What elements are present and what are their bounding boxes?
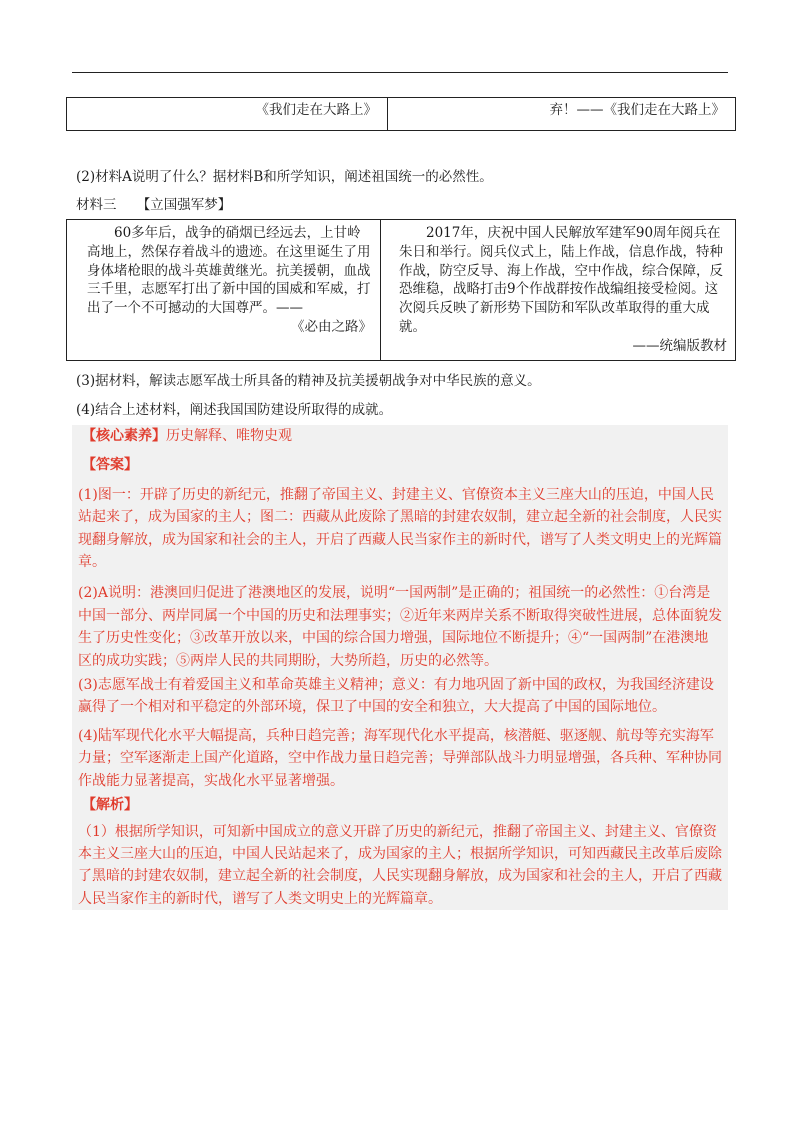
core-literacy (78, 425, 722, 447)
header-rule (72, 72, 728, 73)
analysis-tag: 【解析】 (82, 797, 138, 814)
answer-1: (1)图一：开辟了历史的新纪元，推翻了帝国主义、封建主义、官僚资本主义三座大山的压迫，中国人民站起来了，成为国家的主人；图二：西藏从此废除了黑暗的封建农奴制，建立起全新的社会制度，人民实现翻身解放，成为国家和社会的主人，开启了西藏人民当家作主的新时代，谱写了人类文明史上的光辉篇章。 (78, 486, 722, 571)
question-3: (3)据材料，解读志愿军战士所具备的精神及抗美援朝战争对中华民族的意义。 (76, 373, 541, 389)
answer-4: (4)陆军现代化水平大幅提高，兵种日趋完善；海军现代化水平提高，核潜艇、驱逐舰、航母等充实海军力量；空军逐渐走上国产化道路，空中作战力量日趋完善；导弹部队战斗力明显增强，各兵种、军种协同作战能力显著提高，实战化水平显著增强。 (78, 727, 722, 789)
material-3-left-cell (67, 220, 381, 361)
core-literacy-tag: 【核心素养】 (82, 428, 166, 444)
material-table-top (66, 97, 736, 131)
answer-3: (3)志愿军战士有着爱国主义和革命英雄主义精神；意义：有力地巩固了新中国的政权，为我国经济建设赢得了一个相对和平稳定的外部环境，保卫了中国的安全和独立，大大提高了中国的国际地位。 (78, 677, 714, 716)
analysis-1: （1）根据所学知识，可知新中国成立的意义开辟了历史的新纪元，推翻了帝国主义、封建主义、官僚资本主义三座大山的压迫，中国人民站起来了，成为国家的主人；根据所学知识，可知西藏民主改革后废除了黑暗的封建农奴制，建立起全新的社会制度，人民实现翻身解放，成为国家和社会的主人，开启了西藏人民当家作主的新时代，谱写了人类文明史上的光辉篇章。 (78, 823, 722, 907)
answer-tag: 【答案】 (82, 457, 138, 474)
material-3-label: 材料三 (76, 197, 117, 213)
table-top-right: 弃！——《我们走在大路上》 (388, 98, 736, 131)
answer-section (72, 425, 728, 910)
material-3-right-text: 2017年，庆祝中国人民解放军建军90周年阅兵在朱日和举行。阅兵仪式上，陆上作战，信息作战，特种作战，防空反导、海上作战，空中作战，综合保障，反恐维稳，战略打击9个作战群按作战编组接受检阅。这次阅兵反映了新形势下国防和军队改革取得的重大成就。 (399, 225, 723, 335)
material-3-table (66, 219, 736, 361)
core-literacy-text: 历史解释、唯物史观 (166, 428, 292, 444)
answer-2: (2)A说明：港澳回归促进了港澳地区的发展，说明“一国两制”是正确的；祖国统一的必然性：①台湾是中国一部分、两岸同属一个中国的历史和法理事实；②近年来两岸关系不断取得突破性进展，总体面貌发生了历史性变化；③改革开放以来，中国的综合国力增强，国际地位不断提升；④“一国两制”在港澳地区的成功实践；⑤两岸人民的共同期盼，大势所趋，历史的必然等。 (78, 585, 722, 669)
material-3-left-source: 《必由之路》 (291, 318, 372, 335)
material-3-left-text: 60多年后，战争的硝烟已经远去，上甘岭高地上，然保存着战斗的遗迹。在这里诞生了用身体堵枪眼的战斗英雄黄继光。抗美援朝，血战三千里，志愿军打出了新中国的国威和军威，打出了一个不可撼动的大国尊严。—— (87, 225, 371, 317)
material-3-title: 【立国强军梦】 (136, 197, 232, 213)
question-2: (2)材料A说明了什么？据材料B和所学知识，阐述祖国统一的必然性。 (76, 169, 493, 185)
material-3-heading (76, 193, 231, 213)
material-3-right-cell (381, 220, 736, 361)
table-top-left: 《我们走在大路上》 (67, 98, 388, 131)
material-3-right-source: ——统编版教材 (632, 337, 727, 354)
question-4: (4)结合上述材料，阐述我国国防建设所取得的成就。 (76, 402, 393, 418)
